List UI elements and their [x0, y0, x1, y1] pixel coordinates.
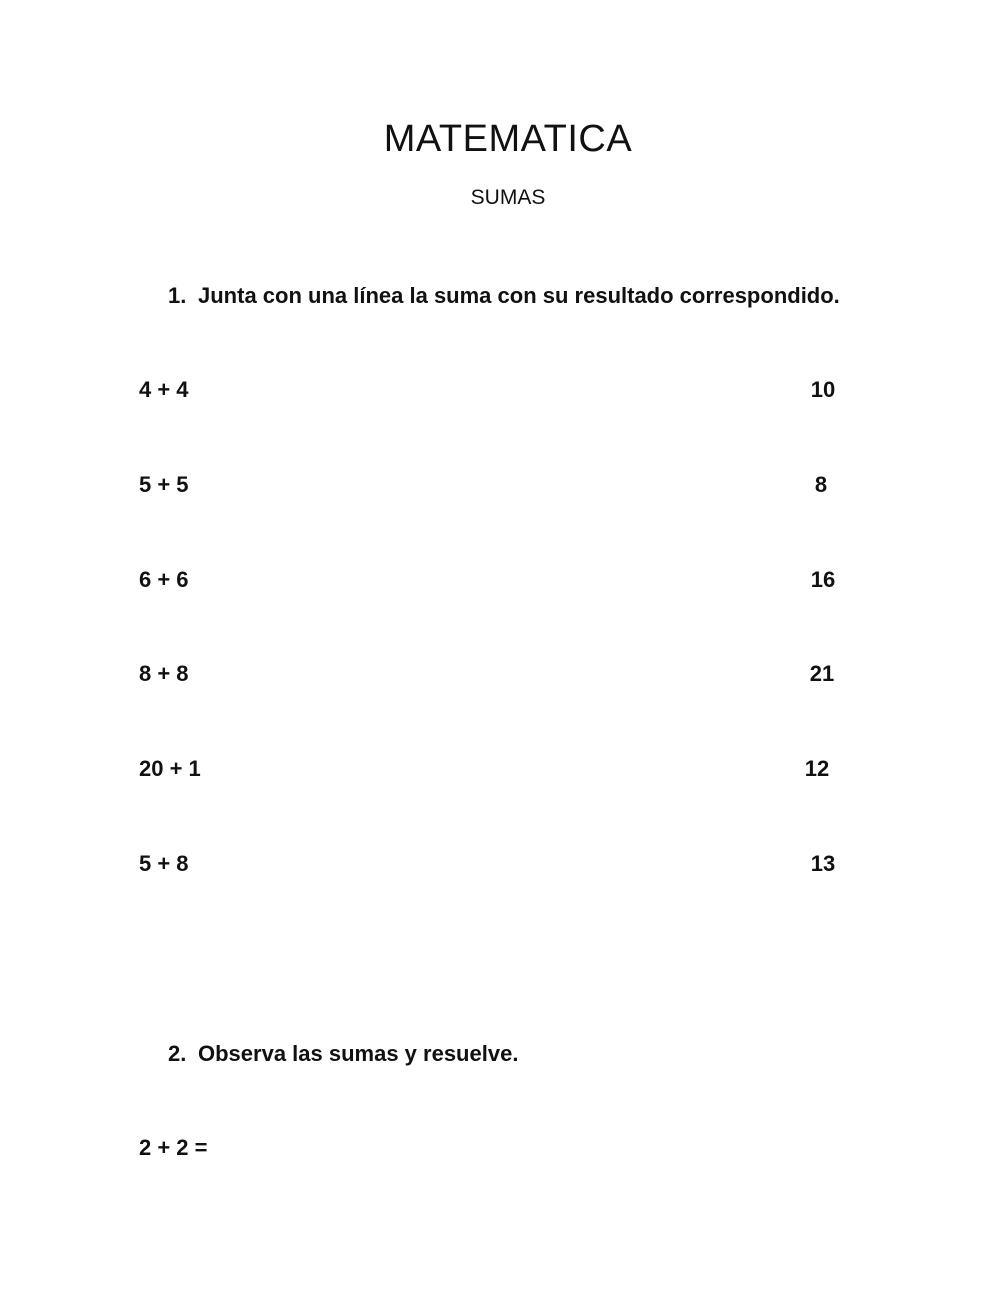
match-sum: 5 + 5 [139, 472, 189, 497]
match-row [0, 661, 1000, 691]
question-2-number: 2. [168, 1041, 187, 1066]
match-result: 13 [810, 851, 836, 876]
match-row [0, 377, 1000, 407]
exercise-item: 2 + 2 = [139, 1135, 208, 1160]
match-result: 16 [810, 567, 836, 592]
match-result: 10 [810, 377, 836, 402]
match-row [0, 756, 1000, 786]
match-sum: 20 + 1 [139, 756, 201, 781]
match-sum: 8 + 8 [139, 661, 189, 686]
question-2 [168, 1041, 518, 1067]
match-sum: 4 + 4 [139, 377, 189, 402]
question-1 [168, 283, 840, 309]
page-title: MATEMATICA [383, 118, 633, 160]
match-sum: 6 + 6 [139, 567, 189, 592]
match-row [0, 472, 1000, 502]
match-result: 21 [809, 661, 835, 686]
match-result: 12 [804, 756, 830, 781]
page-subtitle: SUMAS [470, 186, 546, 209]
match-row [0, 851, 1000, 881]
question-2-text: Observa las sumas y resuelve. [198, 1041, 519, 1066]
match-sum: 5 + 8 [139, 851, 189, 876]
question-1-text: Junta con una línea la suma con su resultado correspondido. [198, 283, 840, 308]
match-result: 8 [814, 472, 828, 497]
match-row [0, 567, 1000, 597]
question-1-number: 1. [168, 283, 187, 308]
